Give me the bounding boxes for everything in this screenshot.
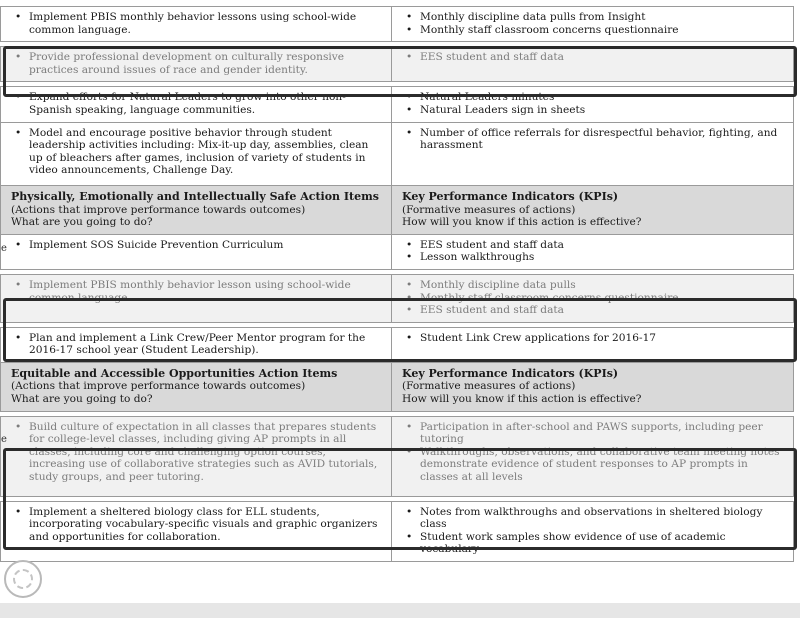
action-item: • Build culture of expectation in all classes that prepares students for college-level classes, including giving AP prompts in all classes, including core and challenging option courses, increasing use of collaborative strategies such as AVID tutorials, study groups, and peer tutoring. bbox=[29, 421, 385, 484]
section-header-equitable bbox=[1, 362, 794, 411]
section-title: Physically, Emotionally and Intellectually Safe Action Items bbox=[11, 189, 379, 203]
kpi-question: How will you know if this action is effective? bbox=[402, 393, 642, 406]
table-row bbox=[1, 234, 794, 269]
action-item: • Plan and implement a Link Crew/Peer Mentor program for the 2016-17 school year (Student Leadership). bbox=[29, 332, 385, 357]
kpi-subtitle: (Formative measures of actions) bbox=[402, 203, 576, 216]
kpi-item: • Student Link Crew applications for 2016-17 bbox=[420, 332, 787, 345]
section-title: Equitable and Accessible Opportunities Action Items bbox=[11, 366, 338, 380]
kpi-item: • Monthly staff classroom concerns questionnaire bbox=[420, 24, 787, 37]
section-subtitle: (Actions that improve performance towards outcomes) bbox=[11, 203, 306, 216]
kpi-item: • Notes from walkthroughs and observations in sheltered biology class bbox=[420, 506, 787, 531]
table-row-highlighted bbox=[1, 416, 794, 496]
table-row-highlighted bbox=[1, 47, 794, 82]
kpi-question: How will you know if this action is effective? bbox=[402, 216, 642, 229]
table-row bbox=[1, 87, 794, 122]
kpi-item: • Monthly staff classroom concerns questionnaire. bbox=[420, 292, 787, 305]
action-item: • Implement a sheltered biology class for ELL students, incorporating vocabulary-specific visuals and graphic organizers and opportunities for collaboration. bbox=[29, 506, 385, 544]
kpi-item: • Lesson walkthroughs bbox=[420, 251, 787, 264]
kpi-item: • Monthly discipline data pulls bbox=[420, 279, 787, 292]
section-subtitle: (Actions that improve performance towards outcomes) bbox=[11, 380, 306, 393]
section-question: What are you going to do? bbox=[11, 393, 153, 406]
table-row bbox=[1, 7, 794, 42]
action-item: • Expand efforts for Natural Leaders to grow into other non-Spanish speaking, language communities. bbox=[29, 91, 385, 116]
table-row bbox=[1, 501, 794, 561]
kpi-item: • Natural Leaders sign in sheets bbox=[420, 104, 787, 117]
action-item: • Implement PBIS monthly behavior lesson using school-wide common language. bbox=[29, 279, 385, 304]
kpi-item: • Number of office referrals for disrespectful behavior, fighting, and harassment bbox=[420, 127, 787, 152]
table-row bbox=[1, 327, 794, 362]
table-row-highlighted bbox=[1, 274, 794, 322]
action-item: • Implement PBIS monthly behavior lessons using school-wide common language. bbox=[29, 11, 385, 36]
cropped-column-letter: e bbox=[1, 434, 7, 445]
table-row bbox=[1, 122, 794, 185]
kpi-item: • EES student and staff data bbox=[420, 304, 787, 317]
kpi-subtitle: (Formative measures of actions) bbox=[402, 380, 576, 393]
action-item: • Model and encourage positive behavior through student leadership activities including: Mix-it-up day, assemblies, clean up of bleachers after games, inclusion of variety of students in video announcements, Challenge Day. bbox=[29, 127, 385, 177]
action-plan-table bbox=[0, 6, 794, 562]
section-header-safe bbox=[1, 185, 794, 234]
cropped-column-letter: e bbox=[1, 243, 7, 254]
kpi-title: Key Performance Indicators (KPIs) bbox=[402, 189, 619, 203]
viewer-bottom-bar bbox=[0, 603, 800, 618]
kpi-item: • Walkthroughs, observations, and collaborative team meeting notes demonstrate evidence of student responses to AP prompts in classes at all levels bbox=[420, 446, 787, 484]
kpi-item: • EES student and staff data bbox=[420, 239, 787, 252]
kpi-item: • Monthly discipline data pulls from Insight bbox=[420, 11, 787, 24]
section-question: What are you going to do? bbox=[11, 216, 153, 229]
kpi-item: • Student work samples show evidence of use of academic vocabulary bbox=[420, 531, 787, 556]
action-item: • Provide professional development on culturally responsive practices around issues of race and gender identity. bbox=[29, 51, 385, 76]
kpi-item: • EES student and staff data bbox=[420, 51, 787, 64]
kpi-item: • Natural Leaders minutes bbox=[420, 91, 787, 104]
kpi-title: Key Performance Indicators (KPIs) bbox=[402, 366, 619, 380]
watermark-seal-icon bbox=[4, 560, 42, 598]
action-item: • Implement SOS Suicide Prevention Curriculum bbox=[29, 239, 385, 252]
kpi-item: • Participation in after-school and PAWS supports, including peer tutoring bbox=[420, 421, 787, 446]
